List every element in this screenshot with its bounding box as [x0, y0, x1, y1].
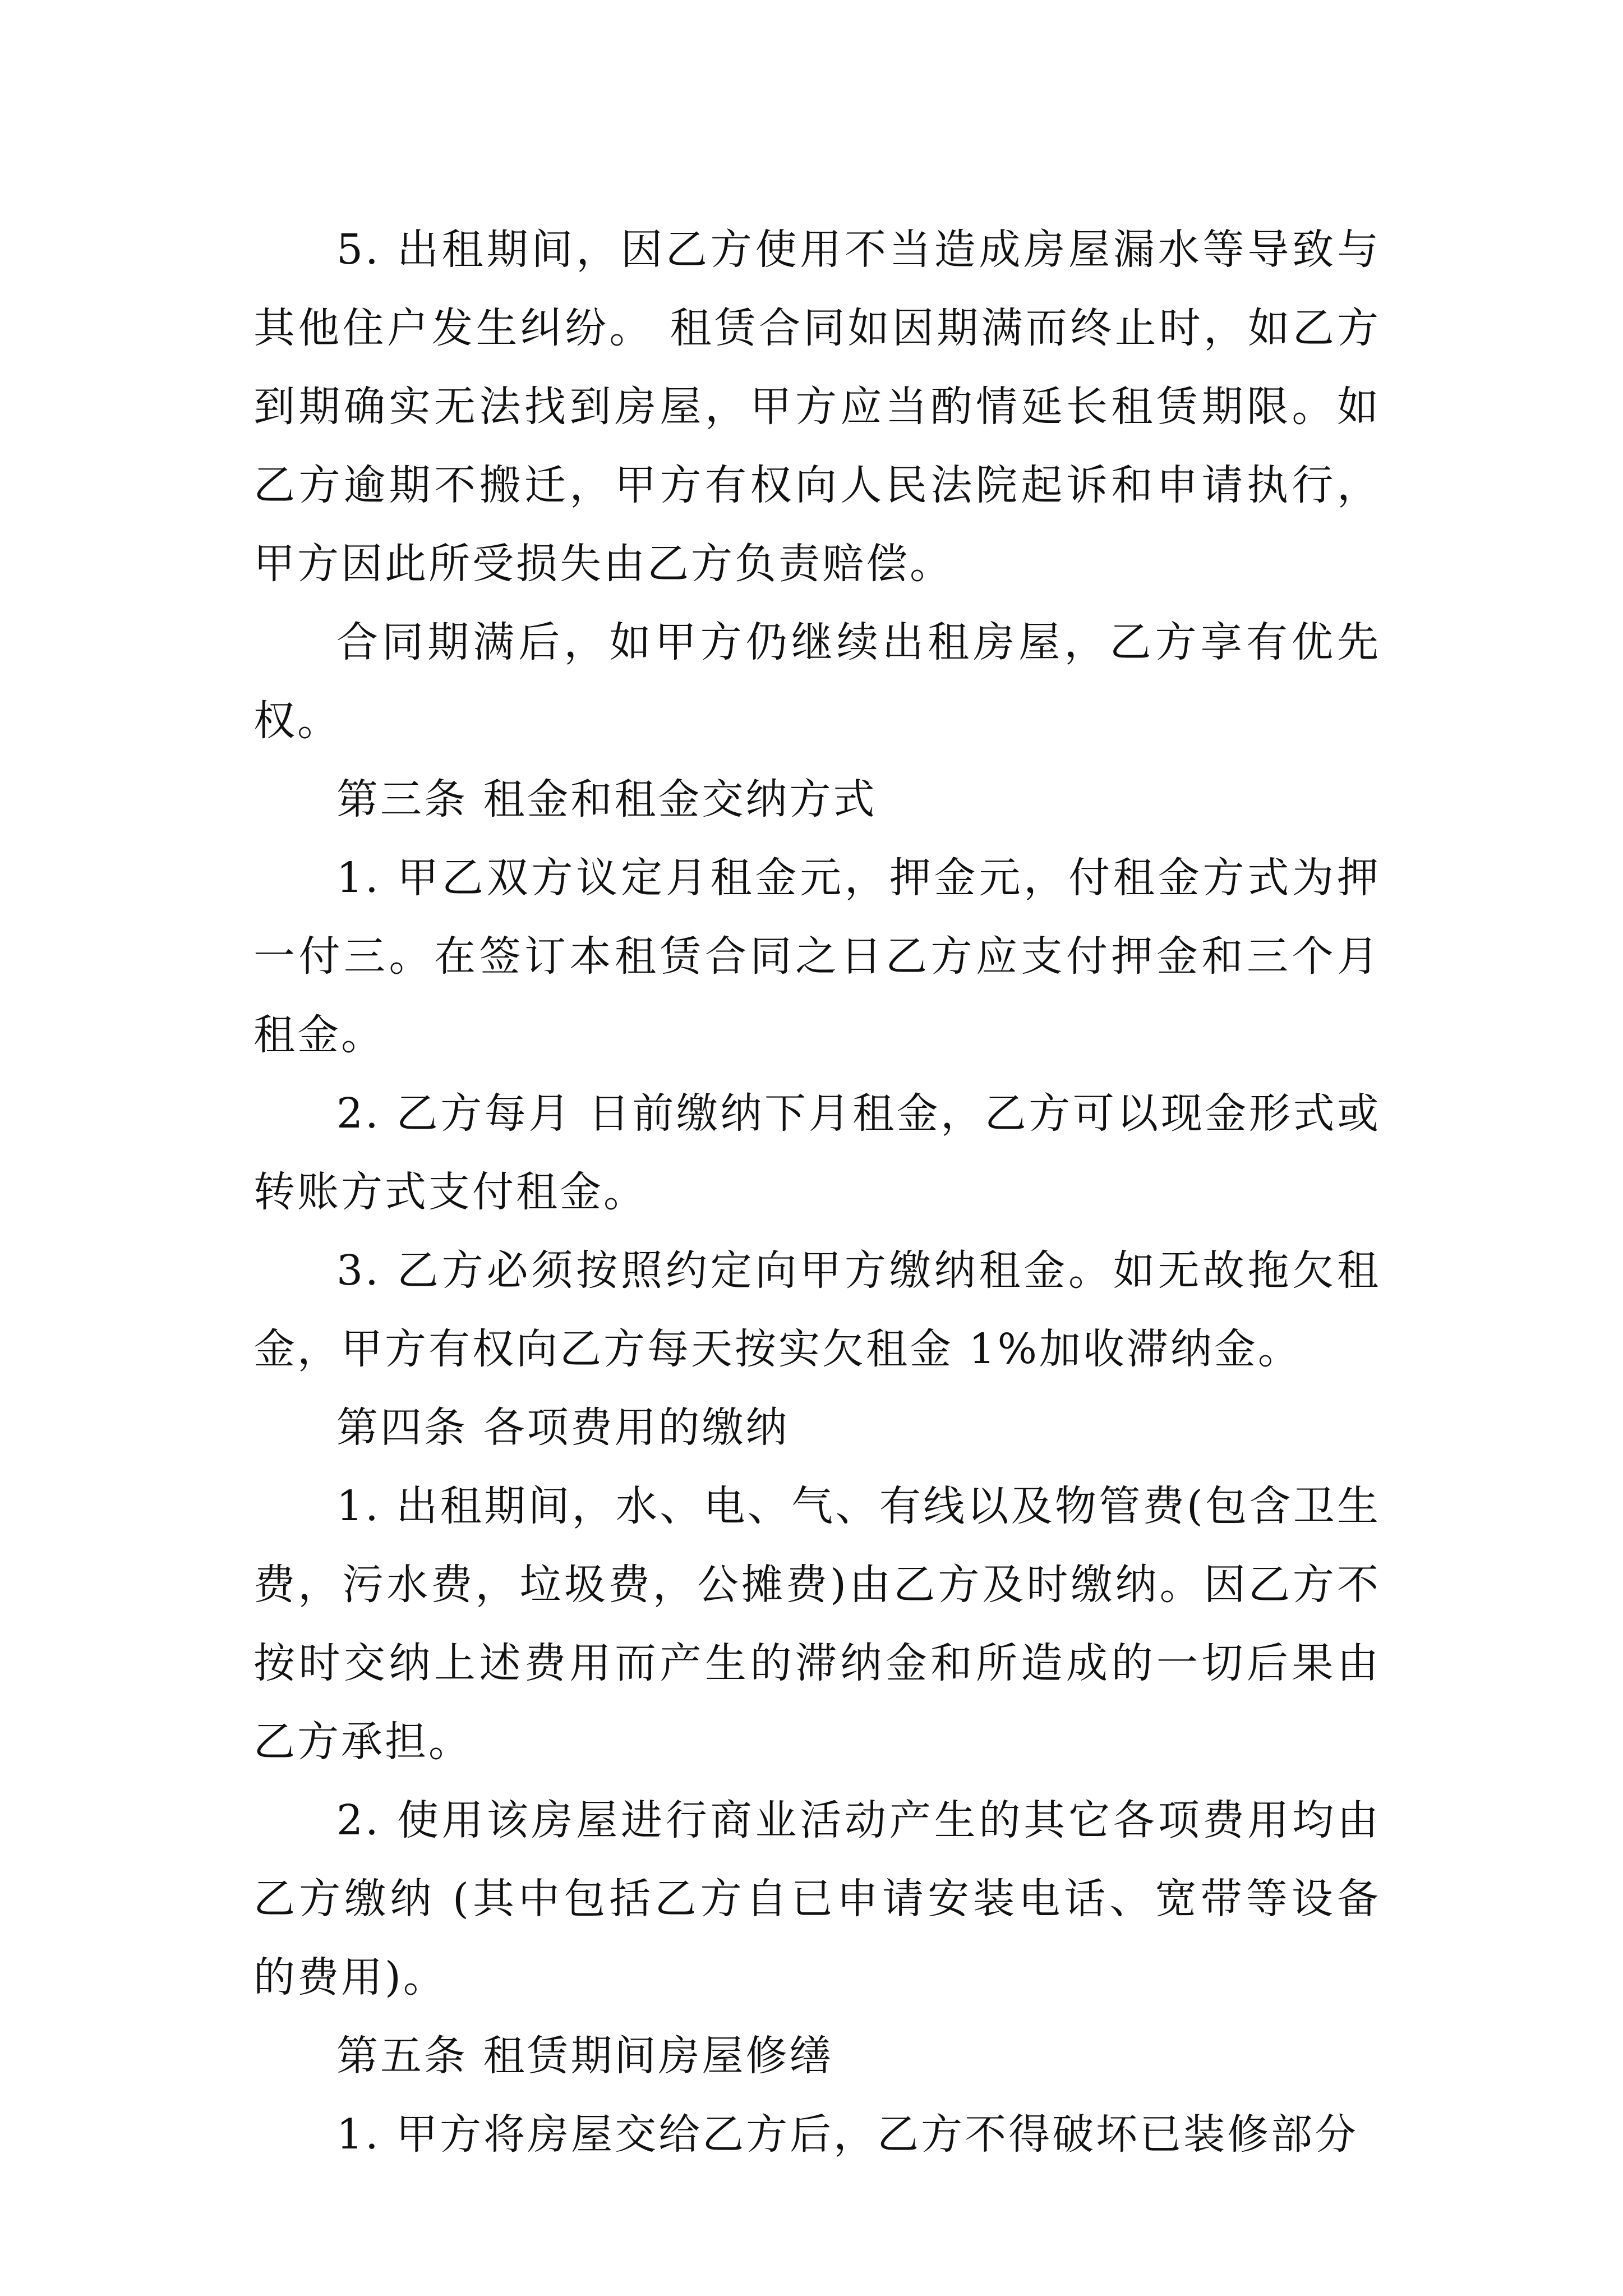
paragraph-fees-2: 2. 使用该房屋进行商业活动产生的其它各项费用均由乙方缴纳 (其中包括乙方自已申请安装电话、宽带等设备的费用)。 [253, 1796, 1381, 2001]
heading-article-4: 第四条 各项费用的缴纳 [336, 1404, 790, 1452]
heading-article-5: 第五条 租赁期间房屋修缮 [336, 2032, 833, 2080]
paragraph-rent-1: 1. 甲乙双方议定月租金元，押金元，付租金方式为押一付三。在签订本租赁合同之日乙方应支付押金和三个月租金。 [253, 854, 1381, 1059]
paragraph-rent-3: 3. 乙方必须按照约定向甲方缴纳租金。如无故拖欠租金，甲方有权向乙方每天按实欠租金 1%加收滞纳金。 [253, 1246, 1381, 1373]
heading-article-3: 第三条 租金和租金交纳方式 [336, 775, 877, 823]
document-body [253, 210, 1381, 2174]
paragraph-clause-5-dispute: 5. 出租期间，因乙方使用不当造成房屋漏水等导致与其他住户发生纠纷。 租赁合同如因期满而终止时，如乙方到期确实无法找到房屋，甲方应当酌情延长租赁期限。如乙方逾期不搬迁，甲方有权向人民法院起诉和申请执行，甲方因此所受损失由乙方负责赔偿。 [253, 226, 1381, 588]
paragraph-priority-right: 合同期满后，如甲方仍继续出租房屋，乙方享有优先权。 [253, 618, 1381, 745]
paragraph-rent-2: 2. 乙方每月 日前缴纳下月租金，乙方可以现金形式或转账方式支付租金。 [253, 1089, 1381, 1216]
paragraph-repair-1: 1. 甲方将房屋交给乙方后，乙方不得破坏已装修部分 [336, 2110, 1359, 2159]
paragraph-fees-1: 1. 出租期间，水、电、气、有线以及物管费(包含卫生费，污水费，垃圾费，公摊费)由乙方及时缴纳。因乙方不按时交纳上述费用而产生的滞纳金和所造成的一切后果由乙方承担。 [253, 1482, 1381, 1766]
